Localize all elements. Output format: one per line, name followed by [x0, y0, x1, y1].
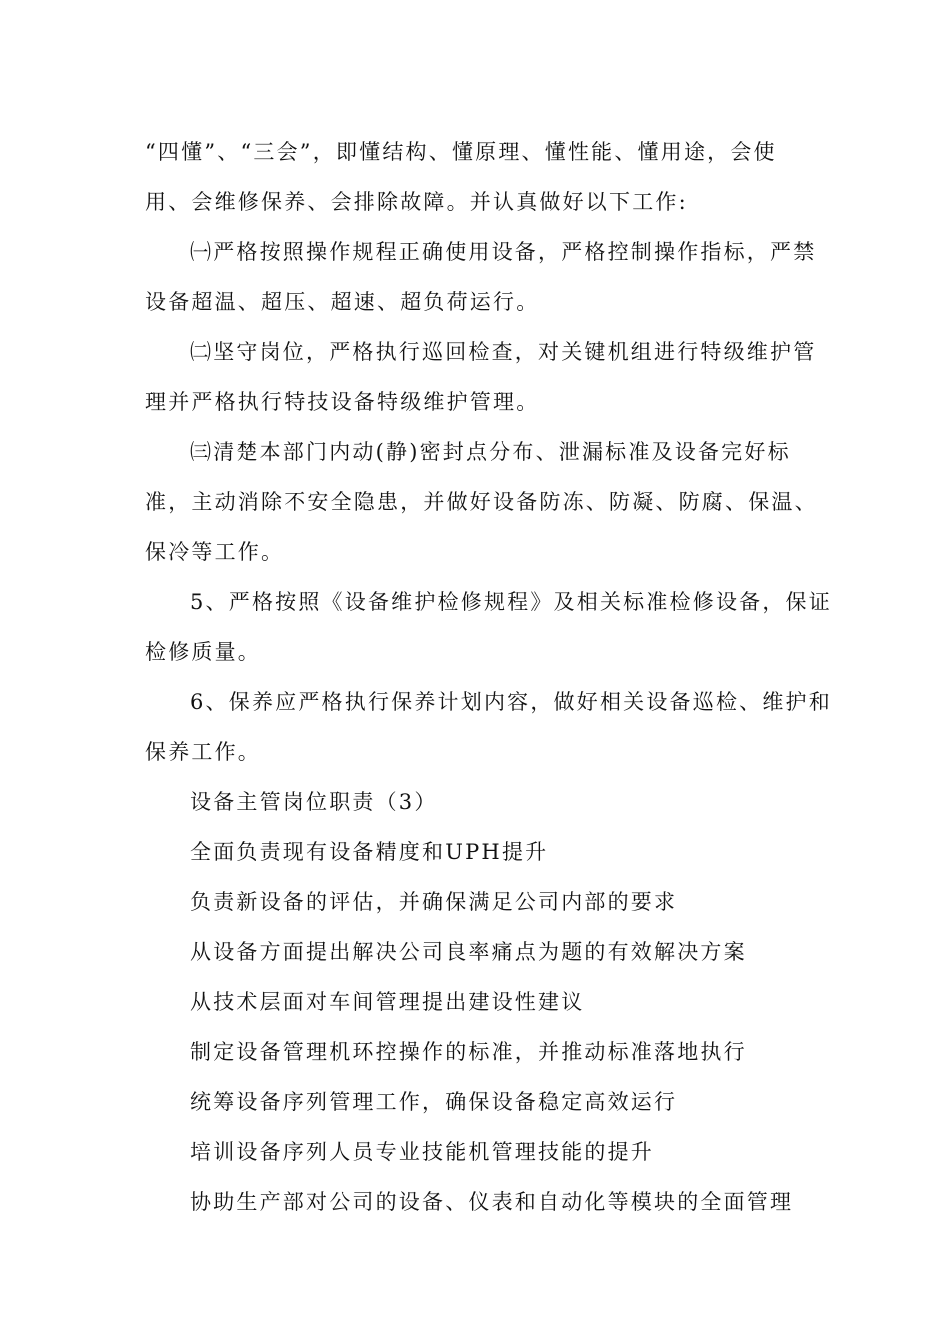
duty-item: 负责新设备的评估，并确保满足公司内部的要求	[190, 890, 678, 914]
duty-item: 从技术层面对车间管理提出建设性建议	[190, 990, 585, 1014]
duty-item: 从设备方面提出解决公司良率痛点为题的有效解决方案	[190, 940, 747, 964]
paragraph-line: 准，主动消除不安全隐患，并做好设备防冻、防凝、防腐、保温、	[145, 490, 818, 514]
paragraph-line: ㈡坚守岗位，严格执行巡回检查，对关键机组进行特级维护管	[190, 340, 817, 364]
paragraph-line: 6、保养应严格执行保养计划内容，做好相关设备巡检、维护和	[190, 690, 832, 714]
duty-item: 培训设备序列人员专业技能机管理技能的提升	[190, 1140, 654, 1164]
paragraph-line: 理并严格执行特技设备特级维护管理。	[145, 390, 540, 414]
paragraph-line: 保冷等工作。	[145, 540, 285, 564]
duty-item: 统筹设备序列管理工作，确保设备稳定高效运行	[190, 1090, 678, 1114]
paragraph-line: ㈠严格按照操作规程正确使用设备，严格控制操作指标，严禁	[190, 240, 817, 264]
paragraph-line: 设备超温、超压、超速、超负荷运行。	[145, 290, 540, 314]
paragraph-line: 保养工作。	[145, 740, 261, 764]
paragraph-line: 用、会维修保养、会排除故障。并认真做好以下工作:	[145, 190, 688, 214]
paragraph-line: ㈢清楚本部门内动(静)密封点分布、泄漏标准及设备完好标	[190, 440, 791, 464]
duty-item: 协助生产部对公司的设备、仪表和自动化等模块的全面管理	[190, 1190, 794, 1214]
paragraph-line: 5、严格按照《设备维护检修规程》及相关标准检修设备，保证	[190, 590, 832, 614]
section-heading: 设备主管岗位职责（3）	[190, 790, 438, 814]
duty-item: 全面负责现有设备精度和UPH提升	[190, 840, 549, 864]
paragraph-line: “四懂”、“三会”，即懂结构、懂原理、懂性能、懂用途，会使	[145, 140, 777, 164]
duty-item: 制定设备管理机环控操作的标准，并推动标准落地执行	[190, 1040, 747, 1064]
paragraph-line: 检修质量。	[145, 640, 261, 664]
